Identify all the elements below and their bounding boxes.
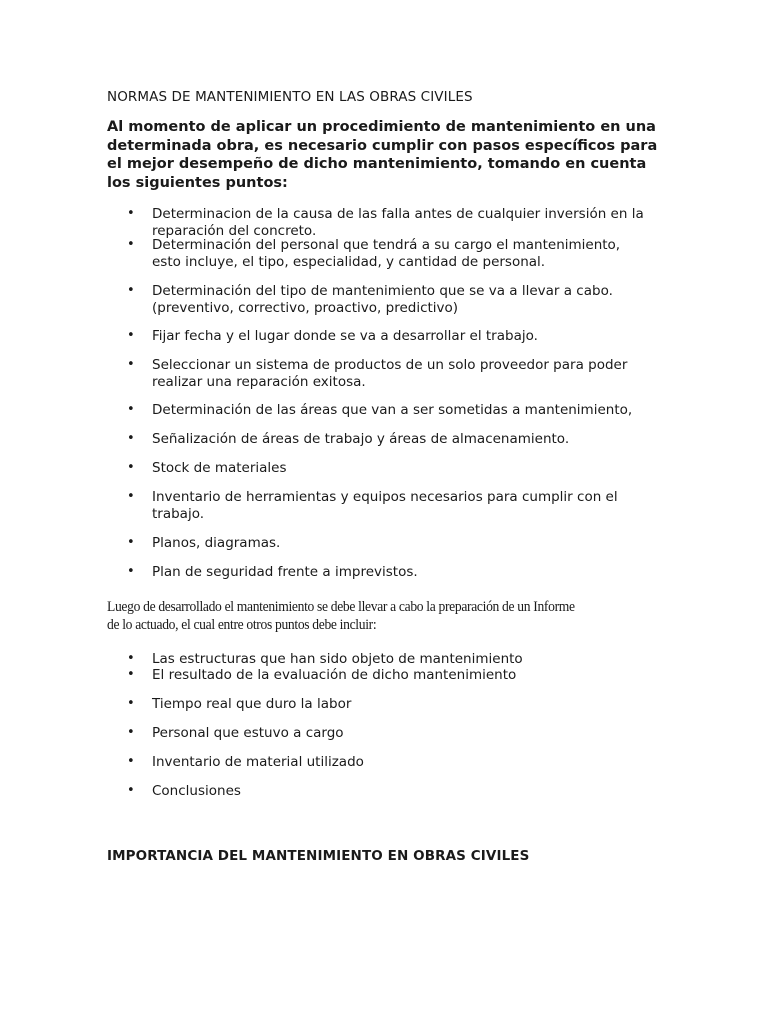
bullet-icon: • — [127, 402, 135, 417]
report-paragraph: Luego de desarrollado el mantenimiento se debe llevar a cabo la preparación de un Informe de lo actuado, el cual entre otros puntos debe incluir: — [107, 599, 575, 633]
bullet-icon: • — [127, 667, 135, 682]
list-item — [107, 357, 647, 390]
list-item — [107, 206, 647, 239]
list-item — [107, 667, 647, 684]
list-item — [107, 460, 647, 477]
bullet-icon: • — [127, 460, 135, 475]
list-item — [107, 651, 647, 668]
bullet-icon: • — [127, 725, 135, 740]
list-item-text: Determinación del tipo de mantenimiento que se va a llevar a cabo. (preventivo, correctivo, proactivo, predictivo) — [152, 283, 613, 316]
list-item — [107, 783, 647, 800]
bullet-icon: • — [127, 564, 135, 579]
list-item — [107, 283, 647, 316]
bullet-icon: • — [127, 754, 135, 769]
list-item-text: Inventario de herramientas y equipos necesarios para cumplir con el trabajo. — [152, 489, 618, 522]
list-item-text: Las estructuras que han sido objeto de mantenimiento — [152, 651, 523, 667]
list-item — [107, 696, 647, 713]
list-item-text: Tiempo real que duro la labor — [152, 696, 352, 712]
list-item — [107, 754, 647, 771]
list-item-text: Determinación del personal que tendrá a su cargo el mantenimiento, esto incluye, el tipo, especialidad, y cantidad de personal. — [152, 237, 621, 270]
list-item-text: Planos, diagramas. — [152, 535, 281, 551]
list-item — [107, 725, 647, 742]
list-item-text: Determinación de las áreas que van a ser sometidas a mantenimiento, — [152, 402, 633, 418]
list-item-text: Inventario de material utilizado — [152, 754, 364, 770]
list-item-text: Seleccionar un sistema de productos de un solo proveedor para poder realizar una reparación exitosa. — [152, 357, 628, 390]
bullet-icon: • — [127, 283, 135, 298]
bullet-icon: • — [127, 651, 135, 666]
bullet-icon: • — [127, 206, 135, 221]
bullet-icon: • — [127, 696, 135, 711]
bullet-icon: • — [127, 357, 135, 372]
intro-paragraph: Al momento de aplicar un procedimiento de mantenimiento en una determinada obra, es necesario cumplir con pasos específicos para el mejor desempeño de dicho mantenimiento, tomando en cuenta los siguientes puntos: — [107, 119, 658, 191]
bullet-icon: • — [127, 489, 135, 504]
list-item-text: Fijar fecha y el lugar donde se va a desarrollar el trabajo. — [152, 328, 538, 344]
list-item-text: Conclusiones — [152, 783, 241, 799]
list-item — [107, 535, 647, 552]
list-item — [107, 431, 647, 448]
bullet-icon: • — [127, 431, 135, 446]
bullet-icon: • — [127, 328, 135, 343]
list-item — [107, 402, 647, 419]
list-item-text: Determinacion de la causa de las falla antes de cualquier inversión en la reparación del concreto. — [152, 206, 644, 239]
document-title: NORMAS DE MANTENIMIENTO EN LAS OBRAS CIVILES — [107, 89, 473, 105]
list-item-text: El resultado de la evaluación de dicho mantenimiento — [152, 667, 517, 683]
list-item-text: Plan de seguridad frente a imprevistos. — [152, 564, 418, 580]
list-item-text: Stock de materiales — [152, 460, 287, 476]
list-item — [107, 489, 647, 522]
list-item-text: Personal que estuvo a cargo — [152, 725, 344, 741]
list-item — [107, 237, 647, 270]
list-item — [107, 564, 647, 581]
list-item-text: Señalización de áreas de trabajo y áreas de almacenamiento. — [152, 431, 570, 447]
bullet-icon: • — [127, 783, 135, 798]
section2-title: IMPORTANCIA DEL MANTENIMIENTO EN OBRAS CIVILES — [107, 848, 530, 864]
bullet-icon: • — [127, 535, 135, 550]
bullet-icon: • — [127, 237, 135, 252]
list-item — [107, 328, 647, 345]
